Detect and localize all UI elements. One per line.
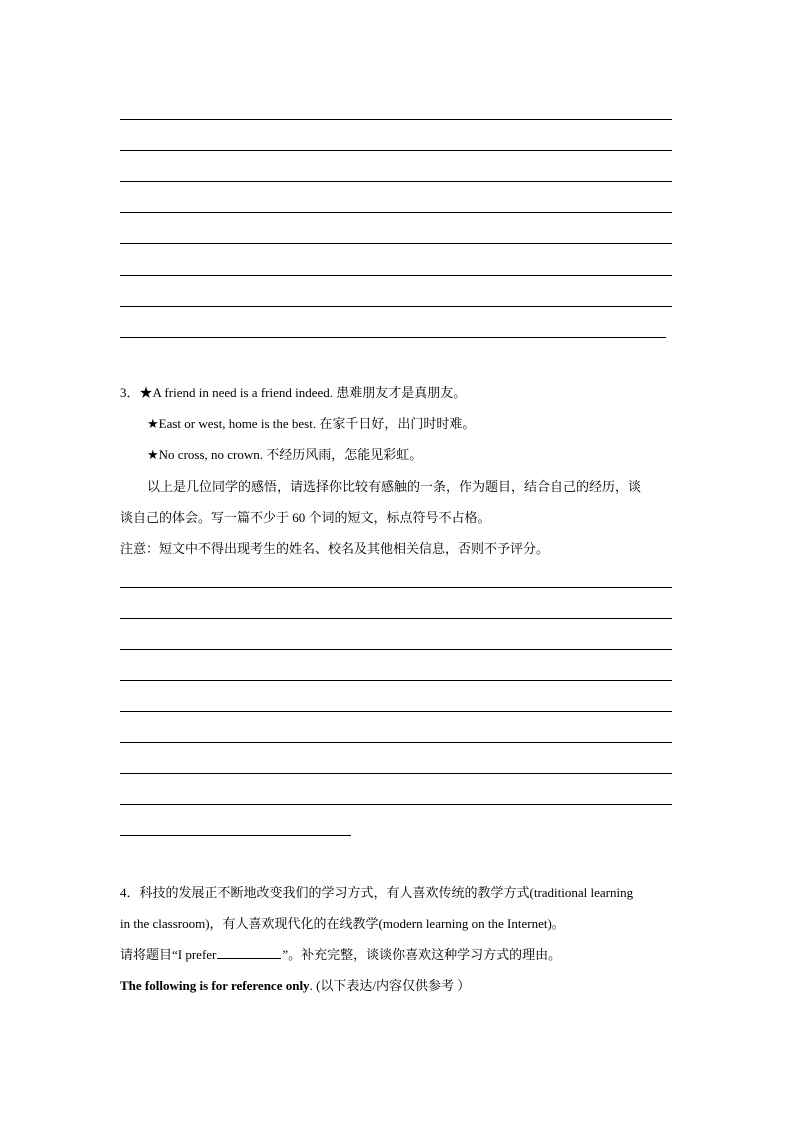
answer-line[interactable] (120, 804, 672, 805)
answer-line[interactable] (120, 835, 351, 836)
question-3-number: 3． (120, 385, 140, 400)
question-4-line-1: 4．科技的发展正不断地改变我们的学习方式，有人喜欢传统的教学方式(traditional learning (120, 885, 634, 900)
answer-line[interactable] (120, 212, 672, 213)
question-4-line-2: in the classroom)，有人喜欢现代化的在线教学(modern learning on the Internet)。 (120, 916, 565, 931)
answer-line[interactable] (120, 150, 672, 151)
answer-line[interactable] (120, 773, 672, 774)
question-4-reference: The following is for reference only. (以下表达/内容仅供参考 ） (120, 978, 471, 993)
question-3-instruction-line-2: 谈自己的体会。写一篇不少于 60 个词的短文，标点符号不占格。 (120, 510, 491, 525)
answer-line[interactable] (120, 337, 666, 338)
answer-line[interactable] (120, 275, 672, 276)
question-3-note: 注意：短文中不得出现考生的姓名、校名及其他相关信息，否则不予评分。 (120, 541, 550, 556)
answer-line[interactable] (120, 181, 672, 182)
question-3-quote-2: ★East or west, home is the best. 在家千日好，出门时时难。 (147, 416, 476, 431)
answer-line[interactable] (120, 306, 672, 307)
answer-line[interactable] (120, 742, 672, 743)
question-3-quote-3: ★No cross, no crown. 不经历风雨，怎能见彩虹。 (147, 447, 423, 462)
answer-line[interactable] (120, 243, 672, 244)
answer-line[interactable] (120, 587, 672, 588)
answer-line[interactable] (120, 649, 672, 650)
answer-line[interactable] (120, 680, 672, 681)
question-3-instruction-line-1: 以上是几位同学的感悟，请选择你比较有感触的一条，作为题目，结合自己的经历，谈 (147, 479, 642, 494)
answer-line[interactable] (120, 119, 672, 120)
reference-bold-text: The following is for reference only (120, 978, 310, 993)
answer-line[interactable] (120, 711, 672, 712)
question-3-quote-1: 3．★A friend in need is a friend indeed. 患难朋友才是真朋友。 (120, 385, 467, 400)
question-4-line-3: 请将题目“I prefer ”。补充完整，谈谈你喜欢这种学习方式的理由。 (120, 947, 562, 962)
question-4-number: 4． (120, 885, 140, 900)
answer-line[interactable] (120, 618, 672, 619)
title-blank[interactable] (217, 947, 281, 959)
